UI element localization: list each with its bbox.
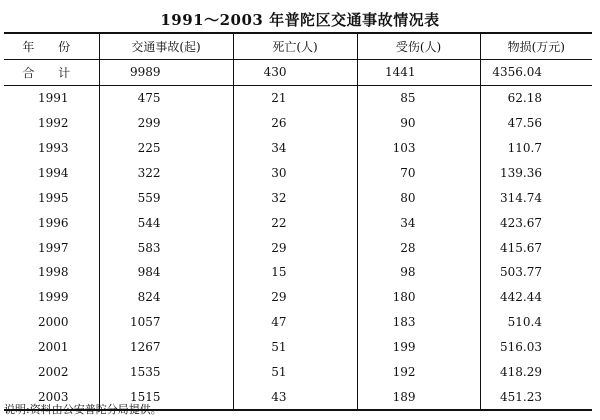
column-header-injuries: 受伤(人) xyxy=(357,33,480,59)
table-row xyxy=(4,85,592,110)
cell-year: 1992 xyxy=(38,116,69,131)
table-row xyxy=(4,160,592,185)
table-row xyxy=(4,260,592,285)
cell-deaths: 51 xyxy=(233,335,357,360)
cell-deaths: 32 xyxy=(233,185,357,210)
cell-accidents: 299 xyxy=(99,111,233,136)
cell-year: 2003 xyxy=(38,389,69,404)
cell-injuries: 98 xyxy=(357,260,480,285)
table-row xyxy=(4,136,592,161)
cell-injuries: 192 xyxy=(357,360,480,385)
table-row xyxy=(4,335,592,360)
cell-accidents: 1535 xyxy=(99,360,233,385)
source-note: 说明:资料由公安普陀分局提供。 xyxy=(4,403,162,416)
cell-accidents: 1267 xyxy=(99,335,233,360)
cell-year: 1994 xyxy=(38,165,69,180)
table-row xyxy=(4,285,592,310)
cell-year: 2000 xyxy=(38,315,69,330)
cell-year: 1998 xyxy=(38,265,69,280)
header-row xyxy=(4,33,592,59)
cell-damage: 418.29 xyxy=(480,360,592,385)
cell-year: 2002 xyxy=(38,365,69,380)
cell-damage: 423.67 xyxy=(480,210,592,235)
cell-damage: 62.18 xyxy=(480,85,592,110)
table-row xyxy=(4,210,592,235)
table-row xyxy=(4,185,592,210)
cell-injuries: 90 xyxy=(357,111,480,136)
cell-deaths: 26 xyxy=(233,111,357,136)
cell-year: 1993 xyxy=(38,141,69,155)
column-header-accidents: 交通事故(起) xyxy=(99,33,233,59)
cell-deaths: 51 xyxy=(233,360,357,385)
cell-damage: 510.4 xyxy=(480,310,592,335)
cell-accidents: 1057 xyxy=(99,310,233,335)
cell-accidents: 322 xyxy=(99,160,233,185)
table-row xyxy=(4,111,592,136)
cell-injuries: 180 xyxy=(357,285,480,310)
cell-injuries: 80 xyxy=(357,185,480,210)
cell-damage: 415.67 xyxy=(480,235,592,260)
cell-deaths: 29 xyxy=(233,285,357,310)
total-accidents: 9989 xyxy=(99,59,233,85)
cell-injuries: 34 xyxy=(357,210,480,235)
cell-accidents: 225 xyxy=(99,136,233,161)
cell-injuries: 189 xyxy=(357,384,480,410)
total-row xyxy=(4,59,592,85)
cell-deaths: 47 xyxy=(233,310,357,335)
cell-damage: 110.7 xyxy=(480,136,592,161)
cell-injuries: 28 xyxy=(357,235,480,260)
cell-accidents: 475 xyxy=(99,85,233,110)
cell-deaths: 30 xyxy=(233,160,357,185)
cell-injuries: 183 xyxy=(357,310,480,335)
cell-deaths: 43 xyxy=(233,384,357,410)
cell-injuries: 85 xyxy=(357,85,480,110)
total-deaths: 430 xyxy=(233,59,357,85)
cell-injuries: 103 xyxy=(357,136,480,161)
cell-year: 1991 xyxy=(38,91,69,106)
cell-damage: 47.56 xyxy=(480,111,592,136)
total-damage: 4356.04 xyxy=(480,59,592,85)
cell-deaths: 15 xyxy=(233,260,357,285)
cell-deaths: 21 xyxy=(233,85,357,110)
traffic-accident-table xyxy=(4,32,592,411)
cell-year: 1996 xyxy=(38,215,69,230)
cell-accidents: 1515 xyxy=(99,384,233,410)
table-row xyxy=(4,310,592,335)
cell-year: 2001 xyxy=(38,340,69,355)
cell-deaths: 22 xyxy=(233,210,357,235)
table-row xyxy=(4,235,592,260)
cell-damage: 314.74 xyxy=(480,185,592,210)
column-header-deaths: 死亡(人) xyxy=(233,33,357,59)
cell-damage: 139.36 xyxy=(480,160,592,185)
cell-damage: 516.03 xyxy=(480,335,592,360)
cell-accidents: 544 xyxy=(99,210,233,235)
cell-accidents: 559 xyxy=(99,185,233,210)
cell-injuries: 199 xyxy=(357,335,480,360)
cell-accidents: 583 xyxy=(99,235,233,260)
cell-damage: 451.23 xyxy=(480,384,592,410)
cell-accidents: 824 xyxy=(99,285,233,310)
cell-accidents: 984 xyxy=(99,260,233,285)
total-label: 合 计 xyxy=(22,65,81,80)
cell-year: 1999 xyxy=(38,290,69,305)
column-header-damage: 物损(万元) xyxy=(480,33,592,59)
cell-deaths: 34 xyxy=(233,136,357,161)
cell-damage: 442.44 xyxy=(480,285,592,310)
table-title: 1991～2003 年普陀区交通事故情况表 xyxy=(160,11,440,29)
cell-year: 1997 xyxy=(38,240,69,255)
total-injuries: 1441 xyxy=(357,59,480,85)
cell-deaths: 29 xyxy=(233,235,357,260)
table-row xyxy=(4,360,592,385)
cell-injuries: 70 xyxy=(357,160,480,185)
cell-year: 1995 xyxy=(38,190,69,205)
column-header-year: 年 份 xyxy=(22,39,81,54)
cell-damage: 503.77 xyxy=(480,260,592,285)
